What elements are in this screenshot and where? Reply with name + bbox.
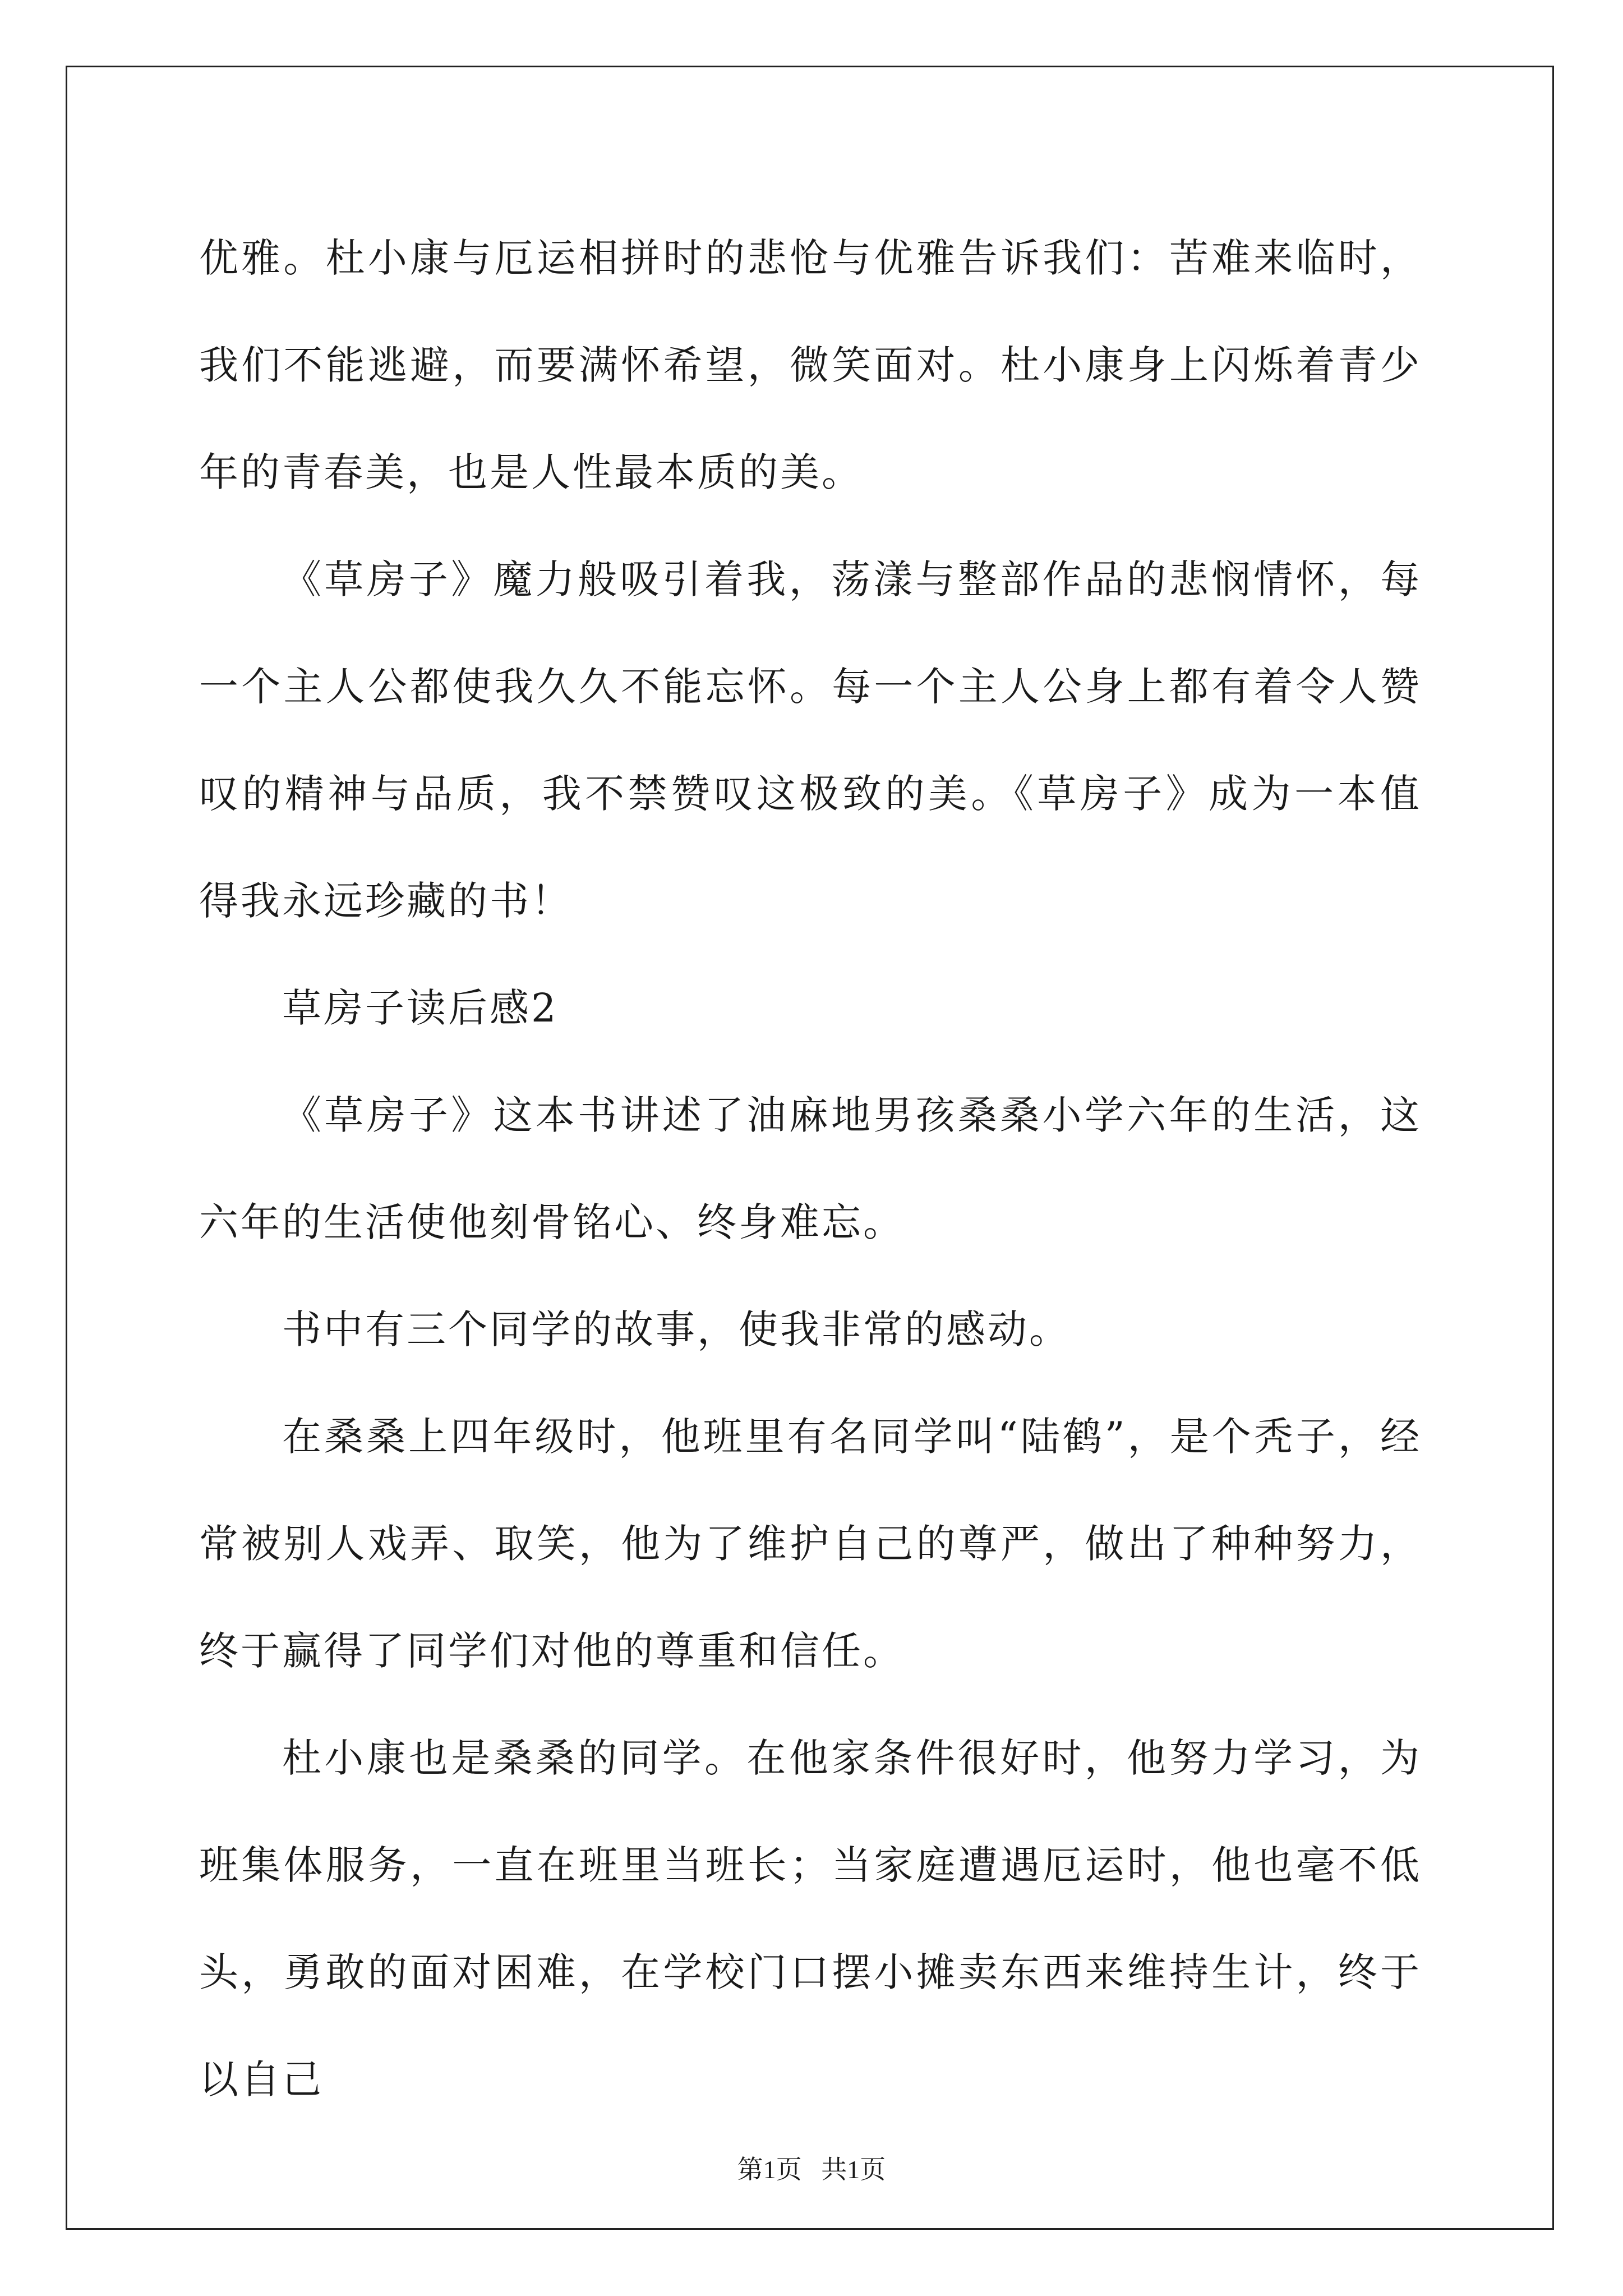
page-number-label: 第1页 共1页 (737, 2155, 886, 2184)
paragraph-5: 在桑桑上四年级时，他班里有名同学叫“陆鹤”，是个秃子，经常被别人戏弄、取笑，他为了维护自己的尊严，做出了种种努力，终于赢得了同学们对他的尊重和信任。 (199, 1414, 1422, 1674)
paragraph-6: 杜小康也是桑桑的同学。在他家条件很好时，他努力学习，为班集体服务，一直在班里当班长；当家庭遭遇厄运时，他也毫不低头，勇敢的面对困难，在学校门口摆小摊卖东西来维持生计，终于以自己 (199, 1735, 1422, 2102)
section-title: 草房子读后感2 (282, 985, 559, 1031)
page-footer (0, 2153, 1623, 2187)
paragraph-2: 《草房子》魔力般吸引着我，荡漾与整部作品的悲悯情怀，每一个主人公都使我久久不能忘怀。每一个主人公身上都有着令人赞叹的精神与品质，我不禁赞叹这极致的美。《草房子》成为一本值得我永远珍藏的书！ (199, 556, 1422, 924)
paragraph-1: 优雅。杜小康与厄运相拼时的悲怆与优雅告诉我们：苦难来临时，我们不能逃避，而要满怀希望，微笑面对。杜小康身上闪烁着青少年的青春美，也是人性最本质的美。 (199, 235, 1422, 495)
paragraph-3: 《草房子》这本书讲述了油麻地男孩桑桑小学六年的生活，这六年的生活使他刻骨铭心、终身难忘。 (199, 1092, 1422, 1245)
paragraph-4: 书中有三个同学的故事，使我非常的感动。 (282, 1306, 1071, 1352)
document-body (199, 205, 1422, 2133)
